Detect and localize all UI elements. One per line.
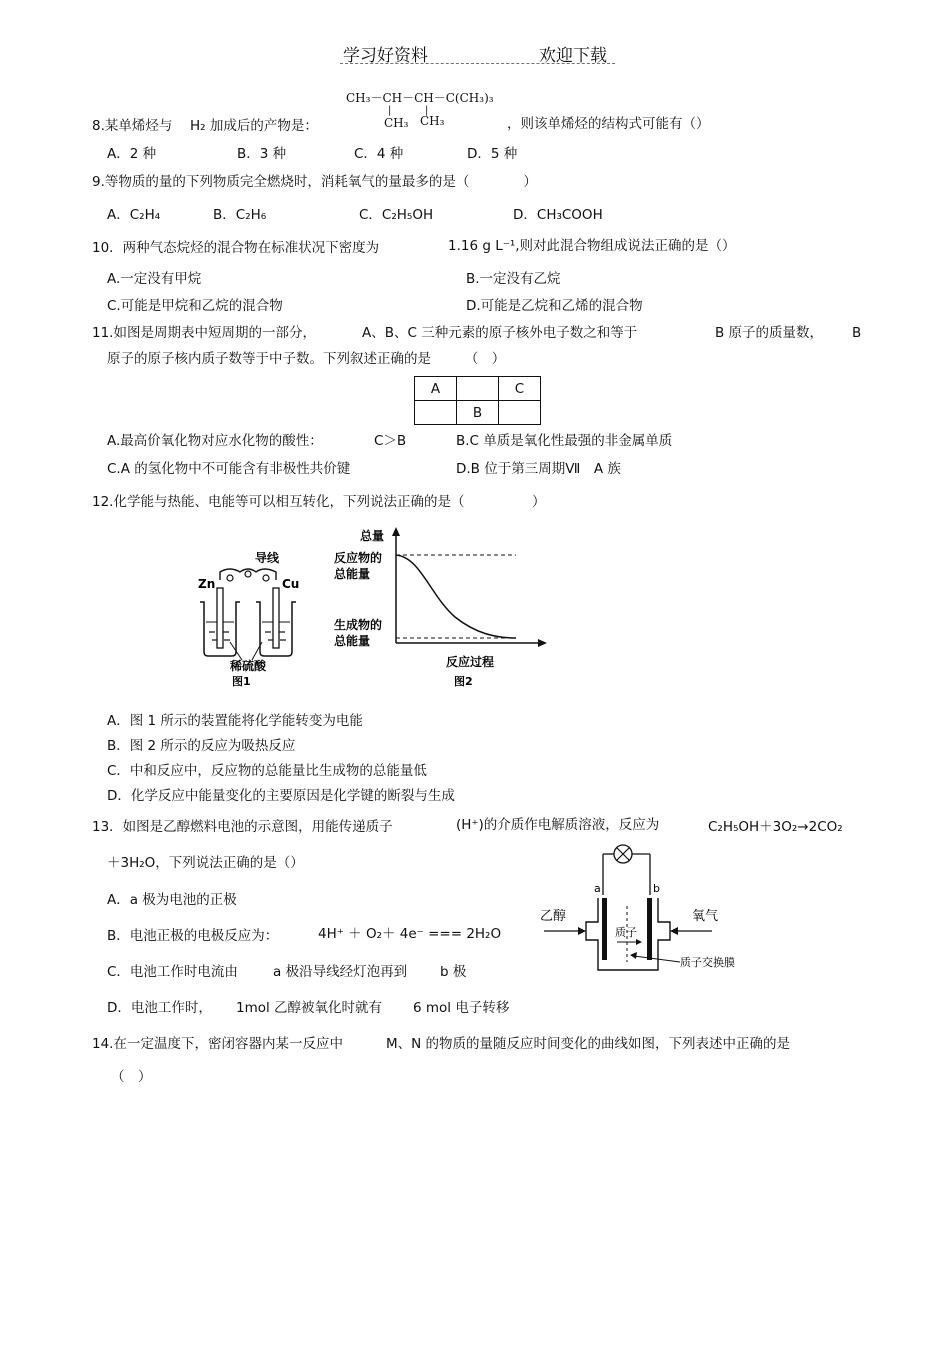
q11-line1-c: B 原子的质量数， xyxy=(715,325,824,341)
q13-line2: ＋3H₂O，下列说法正确的是（） xyxy=(107,855,304,871)
fig2-x-axis-label: 反应过程 xyxy=(446,655,495,669)
q13-option-c-mid: a 极沿导线经灯泡再到 xyxy=(273,964,408,980)
q8-structure-sub1: CH₃ xyxy=(384,116,409,130)
q9-option-d: D．CH₃COOH xyxy=(513,207,603,223)
electrode-b xyxy=(647,898,652,960)
q8-stem-b: ，则该单烯烃的结构式可能有（） xyxy=(507,116,710,132)
q13-option-a: A．a 极为电池的正极 xyxy=(107,892,237,908)
q11-option-d: D.B 位于第三周期Ⅶ A 族 xyxy=(456,461,621,477)
energy-curve xyxy=(396,555,516,638)
periodic-table-fragment xyxy=(414,376,541,425)
fig1-zn-label: Zn xyxy=(198,577,216,591)
q13-option-c-end: b 极 xyxy=(440,964,467,980)
q8-option-d: D．5 种 xyxy=(467,146,518,162)
fig1-acid-label: 稀硫酸 xyxy=(230,659,267,673)
fig2-reactant-label-1: 反应物的 xyxy=(334,551,383,565)
q12-stem: 12.化学能与热能、电能等可以相互转化，下列说法正确的是（ ） xyxy=(92,494,546,510)
q9-option-b: B．C₂H₆ xyxy=(213,207,267,223)
zn-electrode xyxy=(217,588,223,648)
q11-option-b: B.C 单质是氧化性最强的非金属单质 xyxy=(456,433,673,449)
q8-structure-sub2: CH₃ xyxy=(420,114,445,128)
q11-line1-d: B xyxy=(852,325,862,341)
q12-option-c: C．中和反应中，反应物的总能量比生成物的总能量低 xyxy=(107,763,427,779)
q8-structure-bond1: | xyxy=(388,105,392,116)
fig1-caption: 图1 xyxy=(232,675,251,688)
q12-option-a: A．图 1 所示的装置能将化学能转变为电能 xyxy=(107,713,363,729)
q13-option-d-end: 6 mol 电子转移 xyxy=(413,1000,510,1016)
q13-line1-a: 13．如图是乙醇燃料电池的示意图，用能传递质子 xyxy=(92,819,393,835)
q9-option-a: A．C₂H₄ xyxy=(107,207,161,223)
electrode-a-label: a xyxy=(594,882,601,895)
galvanic-cell-figure xyxy=(190,540,310,690)
q11-line1-b: A、B、C 三种元素的原子核外电子数之和等于 xyxy=(362,325,638,341)
q13-option-d: D．电池工作时， xyxy=(107,1000,212,1016)
table-cell-empty xyxy=(415,401,457,425)
electrode-a xyxy=(602,898,607,960)
energy-diagram-figure xyxy=(330,525,550,690)
q8-structure-bond2: | xyxy=(425,105,429,116)
fig2-y-axis-label: 总量 xyxy=(360,529,385,543)
q8-stem-a: 8.某单烯烃与 xyxy=(92,118,173,134)
q11-option-c: C.A 的氢化物中不可能含有非极性共价键 xyxy=(107,461,351,477)
q8-option-a: A．2 种 xyxy=(107,146,157,162)
q11-option-a: A.最高价氧化物对应水化物的酸性： xyxy=(107,433,323,449)
cu-electrode xyxy=(273,588,279,648)
q8-stem-h2: H₂ 加成后的产物是： xyxy=(190,118,318,134)
q10-option-a: A.一定没有甲烷 xyxy=(107,271,202,287)
q13-line1-b: (H⁺)的介质作电解质溶液，反应为 xyxy=(456,817,660,833)
q8-option-c: C．4 种 xyxy=(354,146,404,162)
q12-option-d: D．化学反应中能量变化的主要原因是化学键的断裂与生成 xyxy=(107,788,455,804)
header-divider xyxy=(340,63,615,64)
table-cell-empty xyxy=(499,401,541,425)
electrode-b-label: b xyxy=(653,882,660,895)
q9-option-c: C．C₂H₅OH xyxy=(359,207,434,223)
q10-option-d: D.可能是乙烷和乙烯的混合物 xyxy=(466,298,643,314)
q11-line2: 原子的原子核内质子数等于中子数。下列叙述正确的是 （ ） xyxy=(107,351,506,367)
q11-line1-a: 11.如图是周期表中短周期的一部分， xyxy=(92,325,316,341)
q14-line1-b: M、N 的物质的量随反应时间变化的曲线如图，下列表述中正确的是 xyxy=(386,1036,791,1052)
q10-stem-a: 10．两种气态烷烃的混合物在标准状况下密度为 xyxy=(92,240,380,256)
fig2-product-label-2: 总能量 xyxy=(334,634,371,648)
q10-stem-b: 1.16 g L⁻¹,则对此混合物组成说法正确的是（） xyxy=(448,238,736,254)
fig1-wire-label: 导线 xyxy=(255,551,280,565)
q8-structure-main: CH₃－CH－CH－C(CH₃)₃ xyxy=(346,91,494,105)
q8-option-b: B．3 种 xyxy=(237,146,287,162)
table-cell-b: B xyxy=(457,401,499,425)
ethanol-label: 乙醇 xyxy=(540,909,567,924)
q12-option-b: B．图 2 所示的反应为吸热反应 xyxy=(107,738,296,754)
table-cell-empty xyxy=(457,377,499,401)
q13-option-b: B．电池正极的电极反应为： xyxy=(107,928,279,944)
q10-option-b: B.一定没有乙烷 xyxy=(466,271,561,287)
fuel-cell-figure xyxy=(540,840,750,980)
q11-option-a-value: C＞B xyxy=(374,433,407,449)
header-right: 欢迎下载 xyxy=(539,46,607,66)
membrane-label: 质子交换膜 xyxy=(680,956,735,969)
oxygen-label: 氧气 xyxy=(692,909,719,924)
table-cell-c: C xyxy=(499,377,541,401)
header-left: 学习好资料 xyxy=(343,46,428,66)
fig2-reactant-label-2: 总能量 xyxy=(334,567,371,581)
q14-line2: （ ） xyxy=(111,1069,152,1085)
q9-stem: 9.等物质的量的下列物质完全燃烧时，消耗氧气的量最多的是（ ） xyxy=(92,174,537,190)
q10-option-c: C.可能是甲烷和乙烷的混合物 xyxy=(107,298,283,314)
q13-option-c: C．电池工作时电流由 xyxy=(107,964,238,980)
q13-option-b-equation: 4H⁺ ＋ O₂＋ 4e⁻ === 2H₂O xyxy=(318,926,502,942)
q13-line1-c: C₂H₅OH＋3O₂→2CO₂ xyxy=(708,819,843,835)
fig2-caption: 图2 xyxy=(454,675,473,688)
table-cell-a: A xyxy=(415,377,457,401)
fig2-product-label-1: 生成物的 xyxy=(334,618,383,632)
fig1-cu-label: Cu xyxy=(282,577,300,591)
proton-label: 质子 xyxy=(615,926,637,939)
q13-option-d-mid: 1mol 乙醇被氧化时就有 xyxy=(236,1000,383,1016)
q14-line1-a: 14.在一定温度下，密闭容器内某一反应中 xyxy=(92,1036,343,1052)
